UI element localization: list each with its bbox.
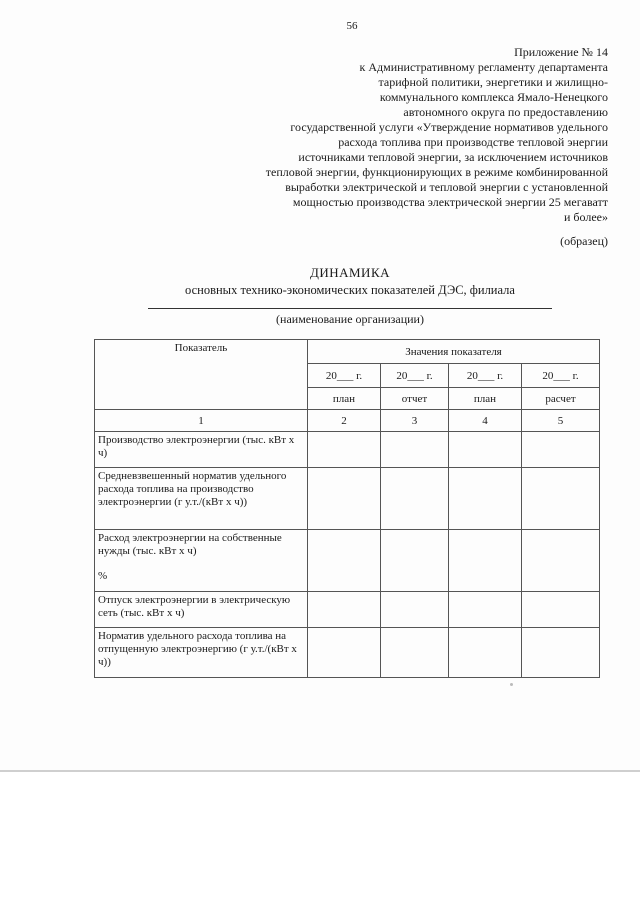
year-cell: 20___ г. xyxy=(522,364,600,388)
year-cell: 20___ г. xyxy=(381,364,449,388)
year-cell: 20___ г. xyxy=(308,364,381,388)
table-row xyxy=(95,592,600,628)
appendix-line: источниками тепловой энергии, за исключением источников xyxy=(298,150,608,164)
scan-speck xyxy=(510,683,513,686)
value-cell xyxy=(449,468,522,530)
value-cell xyxy=(449,592,522,628)
document-subtitle: основных технико-экономических показателей ДЭС, филиала xyxy=(185,283,515,297)
row-label: Расход электроэнергии на собственные нужды (тыс. кВт х ч) xyxy=(98,532,282,557)
value-cell xyxy=(522,530,600,592)
kind-cell: план xyxy=(308,388,381,410)
value-cell xyxy=(522,628,600,678)
value-cell xyxy=(449,628,522,678)
value-cell xyxy=(449,530,522,592)
appendix-line: коммунального комплекса Ямало-Ненецкого xyxy=(379,90,608,104)
value-cell xyxy=(381,530,449,592)
value-cell xyxy=(308,628,381,678)
page-number: 56 xyxy=(346,20,358,32)
value-cell xyxy=(522,432,600,468)
row-label: Норматив удельного расхода топлива на отпущенную электроэнергию (г у.т./(кВт х ч)) xyxy=(95,628,308,678)
row-label: Производство электроэнергии (тыс. кВт х ч) xyxy=(95,432,308,468)
document-title: ДИНАМИКА xyxy=(309,265,391,280)
organization-label: (наименование организации) xyxy=(276,312,424,326)
column-number: 1 xyxy=(95,410,308,432)
appendix-line: мощностью производства электрической энергии 25 мегаватт xyxy=(292,195,608,209)
appendix-line: тепловой энергии, функционирующих в режиме комбинированной xyxy=(265,165,608,179)
kind-cell: план xyxy=(449,388,522,410)
value-cell xyxy=(381,432,449,468)
value-cell xyxy=(522,592,600,628)
value-cell xyxy=(308,592,381,628)
column-number: 2 xyxy=(308,410,381,432)
table-row xyxy=(95,432,600,468)
value-cell xyxy=(449,432,522,468)
value-cell xyxy=(308,432,381,468)
year-cell: 20___ г. xyxy=(449,364,522,388)
value-cell xyxy=(308,530,381,592)
appendix-line: к Административному регламенту департамента xyxy=(359,60,608,74)
appendix-line: автономного округа по предоставлению xyxy=(403,105,608,119)
table-row xyxy=(95,530,600,592)
value-cell xyxy=(381,468,449,530)
organization-name-line xyxy=(148,308,552,309)
appendix-line: тарифной политики, энергетики и жилищно- xyxy=(378,75,608,89)
column-number: 5 xyxy=(522,410,600,432)
row-label: Отпуск электроэнергии в электрическую сеть (тыс. кВт х ч) xyxy=(95,592,308,628)
appendix-line: и более» xyxy=(563,210,608,224)
percent-sign: % xyxy=(98,570,108,582)
value-cell xyxy=(381,628,449,678)
column-number: 4 xyxy=(449,410,522,432)
kind-cell: расчет xyxy=(522,388,600,410)
appendix-header xyxy=(168,45,608,225)
appendix-line: государственной услуги «Утверждение нормативов удельного xyxy=(290,120,608,134)
row-label-cell xyxy=(95,530,308,592)
appendix-line: выработки электрической и тепловой энергии с установленной xyxy=(285,180,608,194)
sample-label: (образец) xyxy=(560,234,608,248)
row-label: Средневзвешенный норматив удельного расхода топлива на производство электроэнергии (г у.т./(кВт х ч)) xyxy=(95,468,308,530)
header-values: Значения показателя xyxy=(308,340,600,364)
kind-cell: отчет xyxy=(381,388,449,410)
table-row xyxy=(95,628,600,678)
appendix-line: расхода топлива при производстве тепловой энергии xyxy=(338,135,608,149)
table-row xyxy=(95,468,600,530)
value-cell xyxy=(308,468,381,530)
header-indicator: Показатель xyxy=(95,340,308,410)
column-number: 3 xyxy=(381,410,449,432)
indicators-table xyxy=(94,339,600,678)
value-cell xyxy=(522,468,600,530)
value-cell xyxy=(381,592,449,628)
appendix-line: Приложение № 14 xyxy=(514,45,608,59)
